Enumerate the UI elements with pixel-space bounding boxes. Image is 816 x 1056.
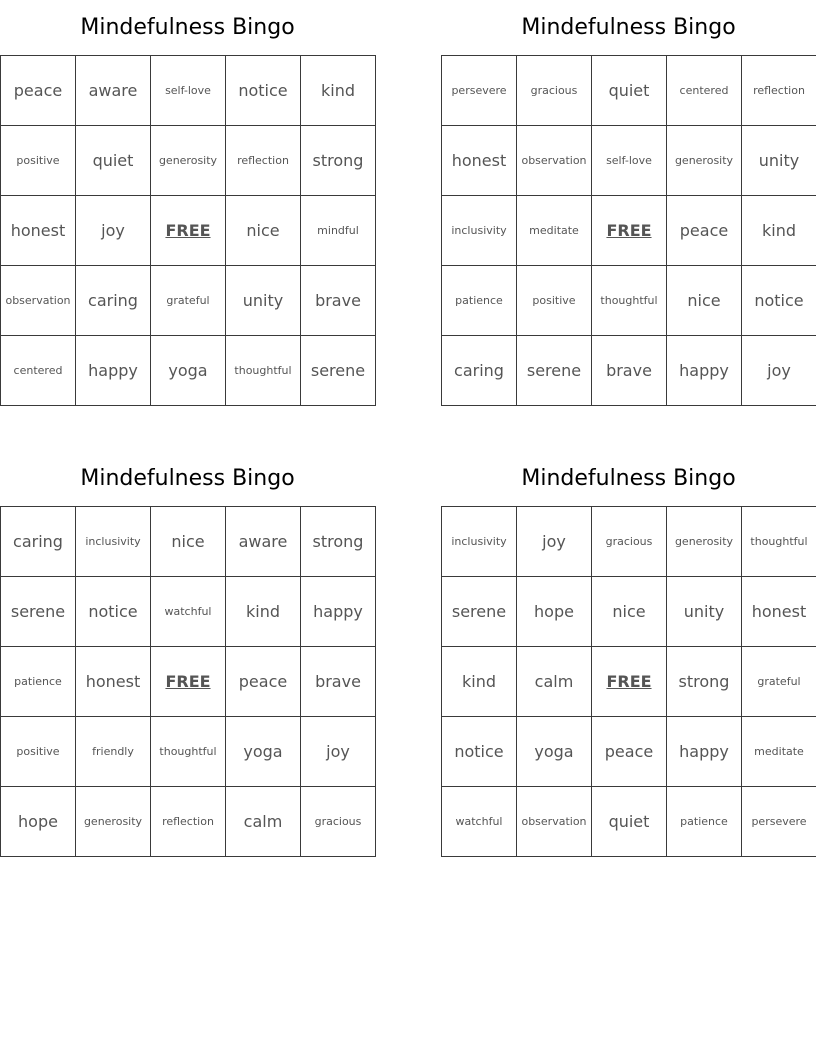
bingo-cell: honest [742,577,816,647]
bingo-cell: nice [151,507,226,577]
bingo-row [1,717,376,787]
bingo-row [1,196,376,266]
bingo-cell: serene [301,336,376,406]
bingo-cell: inclusivity [442,507,517,577]
card-title: Mindefulness Bingo [80,15,295,40]
bingo-cell: generosity [151,126,226,196]
bingo-cell: grateful [742,647,816,717]
bingo-cell: gracious [301,787,376,857]
bingo-cell: unity [667,577,742,647]
bingo-cell: hope [1,787,76,857]
bingo-grid [0,55,376,406]
bingo-cell: positive [1,717,76,787]
bingo-row [1,577,376,647]
bingo-cell: gracious [592,507,667,577]
bingo-cell: yoga [226,717,301,787]
bingo-cell: thoughtful [151,717,226,787]
bingo-row [442,266,816,336]
bingo-row [442,336,816,406]
bingo-cell: peace [1,56,76,126]
bingo-cell: patience [442,266,517,336]
bingo-cell: brave [301,647,376,717]
bingo-cell: nice [667,266,742,336]
bingo-cell: reflection [226,126,301,196]
bingo-cell: aware [76,56,151,126]
bingo-grid [0,506,376,857]
bingo-cell: observation [517,787,592,857]
bingo-cell: serene [1,577,76,647]
bingo-cell: strong [301,126,376,196]
bingo-card-4 [441,451,816,857]
bingo-row [1,647,376,717]
bingo-cell: hope [517,577,592,647]
bingo-cell: centered [667,56,742,126]
bingo-cell: happy [76,336,151,406]
free-space-cell: FREE [151,196,226,266]
bingo-cell: kind [442,647,517,717]
bingo-cell: kind [226,577,301,647]
bingo-grid [441,506,816,857]
bingo-card-2 [441,0,816,406]
bingo-cell: reflection [742,56,816,126]
bingo-cell: patience [667,787,742,857]
bingo-row [442,577,816,647]
bingo-cell: notice [76,577,151,647]
bingo-cell: brave [301,266,376,336]
bingo-cell: reflection [151,787,226,857]
bingo-cell: happy [667,717,742,787]
bingo-cell: gracious [517,56,592,126]
bingo-grid [441,55,816,406]
bingo-cell: yoga [151,336,226,406]
bingo-row [1,126,376,196]
bingo-cell: meditate [517,196,592,266]
bingo-cell: inclusivity [442,196,517,266]
bingo-row [1,787,376,857]
bingo-cell: honest [76,647,151,717]
bingo-cell: aware [226,507,301,577]
bingo-row [1,266,376,336]
bingo-cell: caring [76,266,151,336]
bingo-cell: thoughtful [226,336,301,406]
bingo-cell: unity [742,126,816,196]
bingo-row [1,507,376,577]
bingo-cell: self-love [151,56,226,126]
bingo-cell: watchful [442,787,517,857]
bingo-cell: joy [76,196,151,266]
bingo-card-1 [0,0,375,406]
bingo-cell: nice [592,577,667,647]
bingo-cell: quiet [76,126,151,196]
bingo-cell: positive [1,126,76,196]
bingo-cell: happy [301,577,376,647]
bingo-cell: inclusivity [76,507,151,577]
bingo-cell: caring [442,336,517,406]
bingo-cell: peace [667,196,742,266]
bingo-row [1,56,376,126]
bingo-cell: generosity [667,507,742,577]
bingo-cell: caring [1,507,76,577]
bingo-cell: persevere [442,56,517,126]
bingo-cell: joy [517,507,592,577]
bingo-cell: quiet [592,56,667,126]
bingo-cell: nice [226,196,301,266]
bingo-cell: calm [226,787,301,857]
free-space-cell: FREE [592,647,667,717]
bingo-cell: friendly [76,717,151,787]
bingo-cell: kind [301,56,376,126]
card-title: Mindefulness Bingo [80,466,295,491]
bingo-cell: brave [592,336,667,406]
bingo-cell: self-love [592,126,667,196]
bingo-cell: quiet [592,787,667,857]
bingo-cell: meditate [742,717,816,787]
bingo-cell: strong [301,507,376,577]
bingo-cell: notice [226,56,301,126]
bingo-cell: joy [301,717,376,787]
bingo-cell: observation [1,266,76,336]
bingo-cell: unity [226,266,301,336]
bingo-cell: strong [667,647,742,717]
bingo-cell: peace [592,717,667,787]
free-space-cell: FREE [151,647,226,717]
bingo-card-3 [0,451,375,857]
bingo-cell: peace [226,647,301,717]
bingo-row [442,647,816,717]
bingo-row [442,717,816,787]
bingo-cell: centered [1,336,76,406]
bingo-cell: observation [517,126,592,196]
bingo-cell: serene [517,336,592,406]
bingo-cell: grateful [151,266,226,336]
bingo-cell: joy [742,336,816,406]
bingo-cell: serene [442,577,517,647]
bingo-cell: thoughtful [592,266,667,336]
bingo-row [1,336,376,406]
bingo-row [442,507,816,577]
bingo-cell: honest [442,126,517,196]
bingo-cell: mindful [301,196,376,266]
bingo-row [442,196,816,266]
bingo-cell: notice [742,266,816,336]
bingo-cell: persevere [742,787,816,857]
bingo-cell: watchful [151,577,226,647]
bingo-cell: calm [517,647,592,717]
card-title: Mindefulness Bingo [521,15,736,40]
bingo-row [442,787,816,857]
bingo-cell: yoga [517,717,592,787]
free-space-cell: FREE [592,196,667,266]
bingo-cell: generosity [76,787,151,857]
card-title: Mindefulness Bingo [521,466,736,491]
bingo-row [442,56,816,126]
bingo-cell: patience [1,647,76,717]
bingo-cell: notice [442,717,517,787]
bingo-cell: kind [742,196,816,266]
bingo-cell: honest [1,196,76,266]
bingo-cell: generosity [667,126,742,196]
bingo-cell: thoughtful [742,507,816,577]
bingo-cell: happy [667,336,742,406]
bingo-row [442,126,816,196]
bingo-cell: positive [517,266,592,336]
